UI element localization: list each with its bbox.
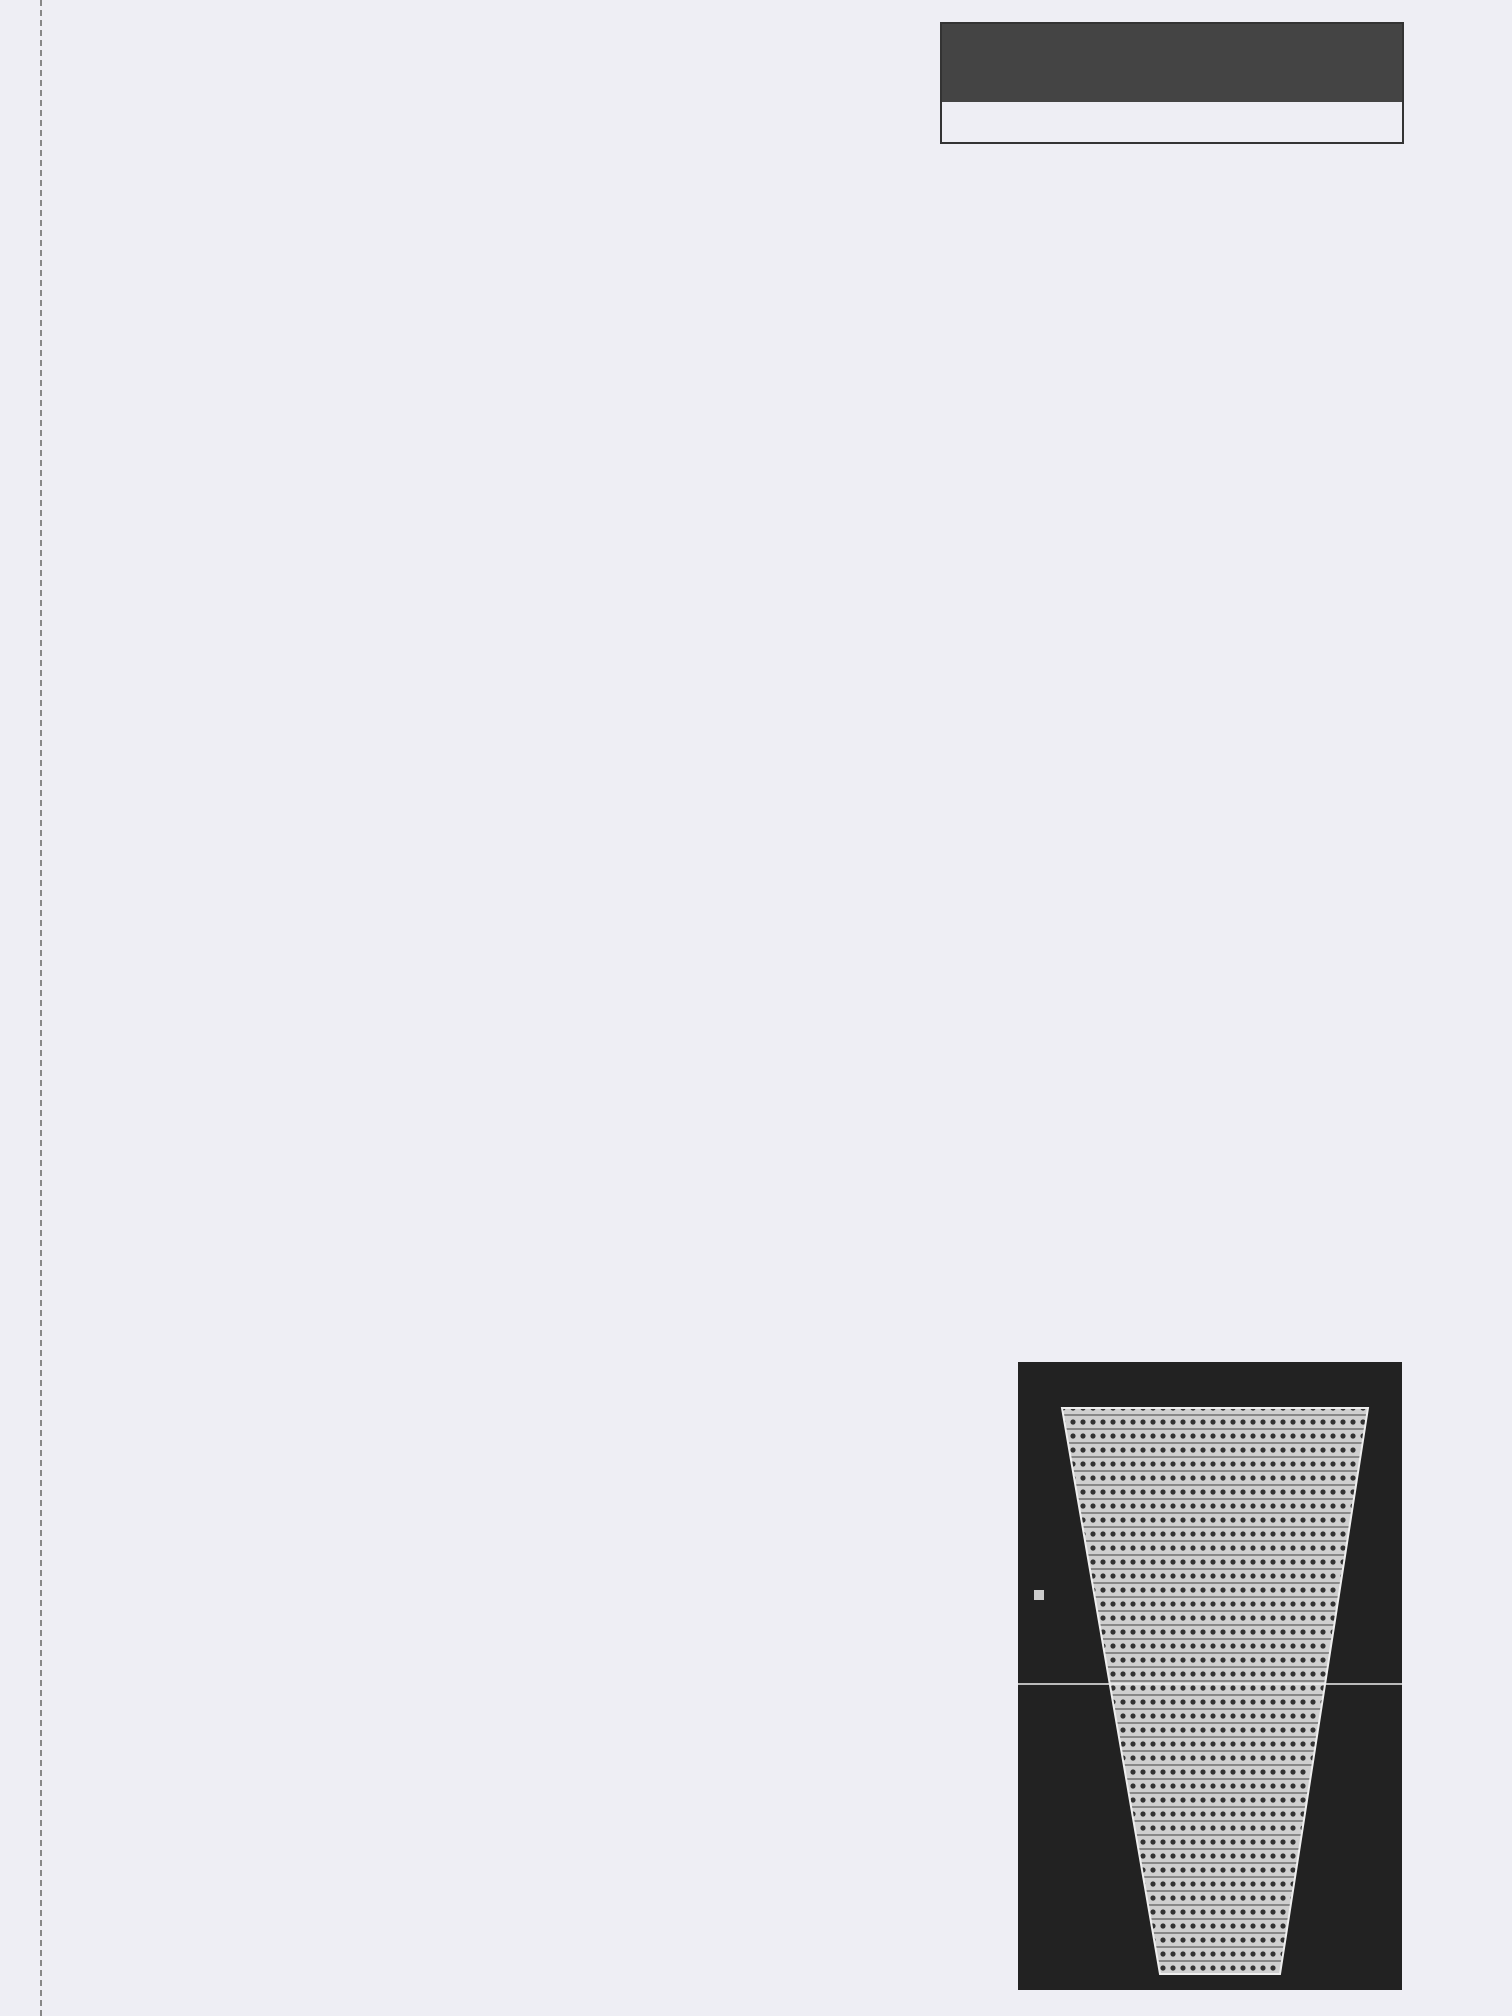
sample-fabric bbox=[1018, 1362, 1402, 1990]
knitted-sample-photo bbox=[1018, 1362, 1402, 1990]
